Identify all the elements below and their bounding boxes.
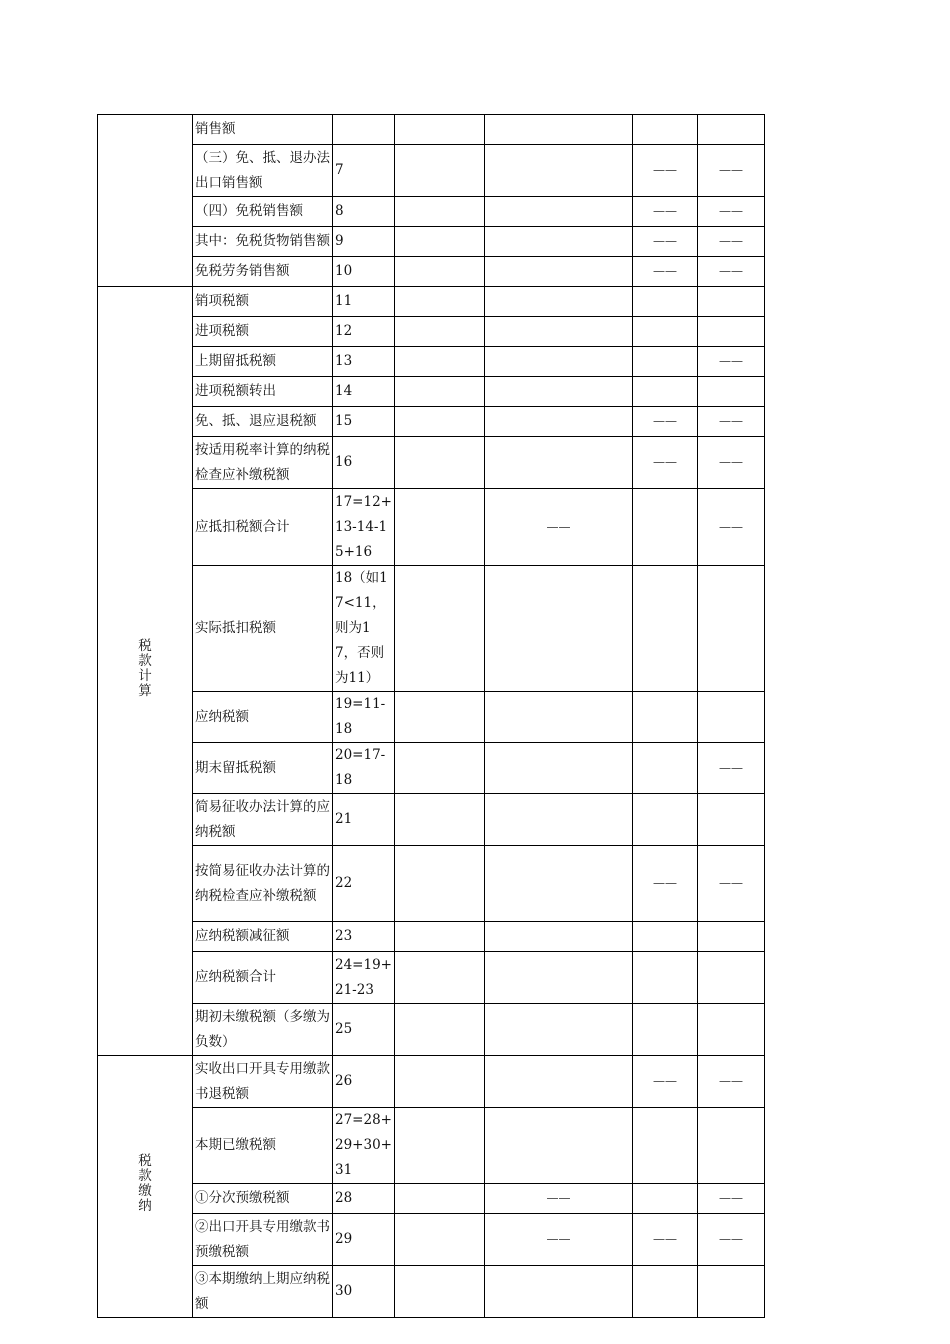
value-cell xyxy=(395,377,485,407)
value-cell xyxy=(395,952,485,1004)
table-row xyxy=(98,1184,765,1214)
value-cell xyxy=(633,489,698,566)
not-applicable-cell: —— xyxy=(698,145,765,197)
item-label: 其中：免税货物销售额 xyxy=(193,227,333,257)
table-row xyxy=(98,743,765,794)
not-applicable-cell: —— xyxy=(485,1184,633,1214)
value-cell xyxy=(485,1108,633,1184)
table-row xyxy=(98,566,765,692)
value-cell xyxy=(633,922,698,952)
table-row xyxy=(98,1108,765,1184)
value-cell xyxy=(698,922,765,952)
not-applicable-cell: —— xyxy=(698,1214,765,1266)
value-cell xyxy=(485,566,633,692)
value-cell xyxy=(395,407,485,437)
value-cell xyxy=(698,377,765,407)
value-cell xyxy=(395,1214,485,1266)
not-applicable-cell: —— xyxy=(633,1056,698,1108)
not-applicable-cell: —— xyxy=(698,1184,765,1214)
value-cell xyxy=(395,692,485,743)
not-applicable-cell: —— xyxy=(698,407,765,437)
row-number: 21 xyxy=(333,794,395,846)
not-applicable-cell: —— xyxy=(698,846,765,922)
row-number: 25 xyxy=(333,1004,395,1056)
item-label: 实际抵扣税额 xyxy=(193,566,333,692)
value-cell xyxy=(633,287,698,317)
not-applicable-cell: —— xyxy=(485,1214,633,1266)
section-label-cell xyxy=(98,287,193,1056)
row-number: 29 xyxy=(333,1214,395,1266)
table-row xyxy=(98,922,765,952)
table-row xyxy=(98,1056,765,1108)
item-label: ②出口开具专用缴款书预缴税额 xyxy=(193,1214,333,1266)
table-row xyxy=(98,197,765,227)
table-row xyxy=(98,1266,765,1318)
item-label: （三）免、抵、退办法出口销售额 xyxy=(193,145,333,197)
value-cell xyxy=(395,197,485,227)
row-number: 11 xyxy=(333,287,395,317)
value-cell xyxy=(633,692,698,743)
value-cell xyxy=(395,1266,485,1318)
value-cell xyxy=(485,227,633,257)
not-applicable-cell: —— xyxy=(633,407,698,437)
value-cell xyxy=(485,197,633,227)
value-cell xyxy=(485,377,633,407)
row-number: 12 xyxy=(333,317,395,347)
section-label: 税款计算 xyxy=(138,637,152,699)
item-label: 免、抵、退应退税额 xyxy=(193,407,333,437)
table-row xyxy=(98,347,765,377)
not-applicable-cell: —— xyxy=(698,437,765,489)
not-applicable-cell: —— xyxy=(698,1056,765,1108)
row-number: 17=12+13-14-15+16 xyxy=(333,489,395,566)
value-cell xyxy=(485,743,633,794)
not-applicable-cell: —— xyxy=(633,1214,698,1266)
table-row xyxy=(98,846,765,922)
row-number: 8 xyxy=(333,197,395,227)
item-label: 免税劳务销售额 xyxy=(193,257,333,287)
value-cell xyxy=(485,846,633,922)
table-row xyxy=(98,794,765,846)
value-cell xyxy=(633,115,698,145)
row-number: 27=28+29+30+31 xyxy=(333,1108,395,1184)
value-cell xyxy=(395,145,485,197)
value-cell xyxy=(485,922,633,952)
not-applicable-cell: —— xyxy=(633,437,698,489)
value-cell xyxy=(395,566,485,692)
not-applicable-cell: —— xyxy=(698,743,765,794)
value-cell xyxy=(698,692,765,743)
value-cell xyxy=(485,317,633,347)
row-number: 16 xyxy=(333,437,395,489)
value-cell xyxy=(485,1004,633,1056)
table-row xyxy=(98,115,765,145)
item-label: 按适用税率计算的纳税检查应补缴税额 xyxy=(193,437,333,489)
value-cell xyxy=(633,743,698,794)
value-cell xyxy=(395,1184,485,1214)
table-row xyxy=(98,227,765,257)
item-label: 销项税额 xyxy=(193,287,333,317)
table-row xyxy=(98,692,765,743)
not-applicable-cell: —— xyxy=(633,197,698,227)
value-cell xyxy=(485,287,633,317)
item-label: 上期留抵税额 xyxy=(193,347,333,377)
item-label: 期初未缴税额（多缴为负数） xyxy=(193,1004,333,1056)
row-number: 19=11-18 xyxy=(333,692,395,743)
not-applicable-cell: —— xyxy=(633,227,698,257)
value-cell xyxy=(485,952,633,1004)
value-cell xyxy=(395,489,485,566)
table-row xyxy=(98,317,765,347)
value-cell xyxy=(395,1108,485,1184)
not-applicable-cell: —— xyxy=(633,846,698,922)
row-number: 20=17-18 xyxy=(333,743,395,794)
not-applicable-cell: —— xyxy=(698,227,765,257)
value-cell xyxy=(633,566,698,692)
value-cell xyxy=(485,692,633,743)
item-label: 按简易征收办法计算的纳税检查应补缴税额 xyxy=(193,846,333,922)
value-cell xyxy=(485,115,633,145)
value-cell xyxy=(395,1056,485,1108)
vat-return-table xyxy=(97,114,765,1318)
value-cell xyxy=(485,1056,633,1108)
value-cell xyxy=(698,566,765,692)
value-cell xyxy=(485,437,633,489)
value-cell xyxy=(395,794,485,846)
value-cell xyxy=(395,317,485,347)
row-number: 9 xyxy=(333,227,395,257)
value-cell xyxy=(485,407,633,437)
row-number: 14 xyxy=(333,377,395,407)
value-cell xyxy=(698,1108,765,1184)
item-label: 销售额 xyxy=(193,115,333,145)
value-cell xyxy=(485,145,633,197)
table-row xyxy=(98,437,765,489)
table-row xyxy=(98,952,765,1004)
row-number: 18（如17<11，则为17，否则为11） xyxy=(333,566,395,692)
value-cell xyxy=(633,377,698,407)
row-number: 13 xyxy=(333,347,395,377)
value-cell xyxy=(698,794,765,846)
not-applicable-cell: —— xyxy=(485,489,633,566)
table-row xyxy=(98,377,765,407)
not-applicable-cell: —— xyxy=(698,489,765,566)
row-number: 24=19+21-23 xyxy=(333,952,395,1004)
table-row xyxy=(98,1214,765,1266)
not-applicable-cell: —— xyxy=(698,347,765,377)
value-cell xyxy=(633,1004,698,1056)
item-label: 应纳税额合计 xyxy=(193,952,333,1004)
section-label-cell xyxy=(98,1056,193,1318)
value-cell xyxy=(633,1184,698,1214)
table-row xyxy=(98,257,765,287)
value-cell xyxy=(395,922,485,952)
value-cell xyxy=(698,115,765,145)
section-label: 税款缴纳 xyxy=(138,1153,152,1214)
item-label: 进项税额转出 xyxy=(193,377,333,407)
row-number: 30 xyxy=(333,1266,395,1318)
table-row xyxy=(98,145,765,197)
value-cell xyxy=(395,846,485,922)
not-applicable-cell: —— xyxy=(633,257,698,287)
item-label: 进项税额 xyxy=(193,317,333,347)
row-number: 15 xyxy=(333,407,395,437)
item-label: 简易征收办法计算的应纳税额 xyxy=(193,794,333,846)
value-cell xyxy=(395,347,485,377)
value-cell xyxy=(633,952,698,1004)
value-cell xyxy=(485,347,633,377)
value-cell xyxy=(698,287,765,317)
value-cell xyxy=(633,1108,698,1184)
item-label: 应抵扣税额合计 xyxy=(193,489,333,566)
item-label: 实收出口开具专用缴款书退税额 xyxy=(193,1056,333,1108)
row-number: 7 xyxy=(333,145,395,197)
table-row xyxy=(98,489,765,566)
value-cell xyxy=(395,115,485,145)
item-label: ①分次预缴税额 xyxy=(193,1184,333,1214)
row-number: 10 xyxy=(333,257,395,287)
value-cell xyxy=(698,317,765,347)
table-row xyxy=(98,407,765,437)
not-applicable-cell: —— xyxy=(633,145,698,197)
item-label: 应纳税额减征额 xyxy=(193,922,333,952)
not-applicable-cell: —— xyxy=(698,257,765,287)
value-cell xyxy=(395,287,485,317)
value-cell xyxy=(633,317,698,347)
value-cell xyxy=(395,437,485,489)
item-label: 应纳税额 xyxy=(193,692,333,743)
value-cell xyxy=(633,1266,698,1318)
value-cell xyxy=(485,1266,633,1318)
row-number xyxy=(333,115,395,145)
not-applicable-cell: —— xyxy=(698,197,765,227)
value-cell xyxy=(698,1266,765,1318)
value-cell xyxy=(395,743,485,794)
row-number: 28 xyxy=(333,1184,395,1214)
value-cell xyxy=(485,794,633,846)
item-label: 本期已缴税额 xyxy=(193,1108,333,1184)
item-label: 期末留抵税额 xyxy=(193,743,333,794)
value-cell xyxy=(395,1004,485,1056)
row-number: 22 xyxy=(333,846,395,922)
value-cell xyxy=(395,227,485,257)
table-row xyxy=(98,1004,765,1056)
value-cell xyxy=(633,347,698,377)
value-cell xyxy=(698,952,765,1004)
table-row xyxy=(98,287,765,317)
row-number: 23 xyxy=(333,922,395,952)
value-cell xyxy=(698,1004,765,1056)
item-label: ③本期缴纳上期应纳税额 xyxy=(193,1266,333,1318)
value-cell xyxy=(633,794,698,846)
item-label: （四）免税销售额 xyxy=(193,197,333,227)
value-cell xyxy=(395,257,485,287)
section-label-cell xyxy=(98,115,193,287)
row-number: 26 xyxy=(333,1056,395,1108)
value-cell xyxy=(485,257,633,287)
